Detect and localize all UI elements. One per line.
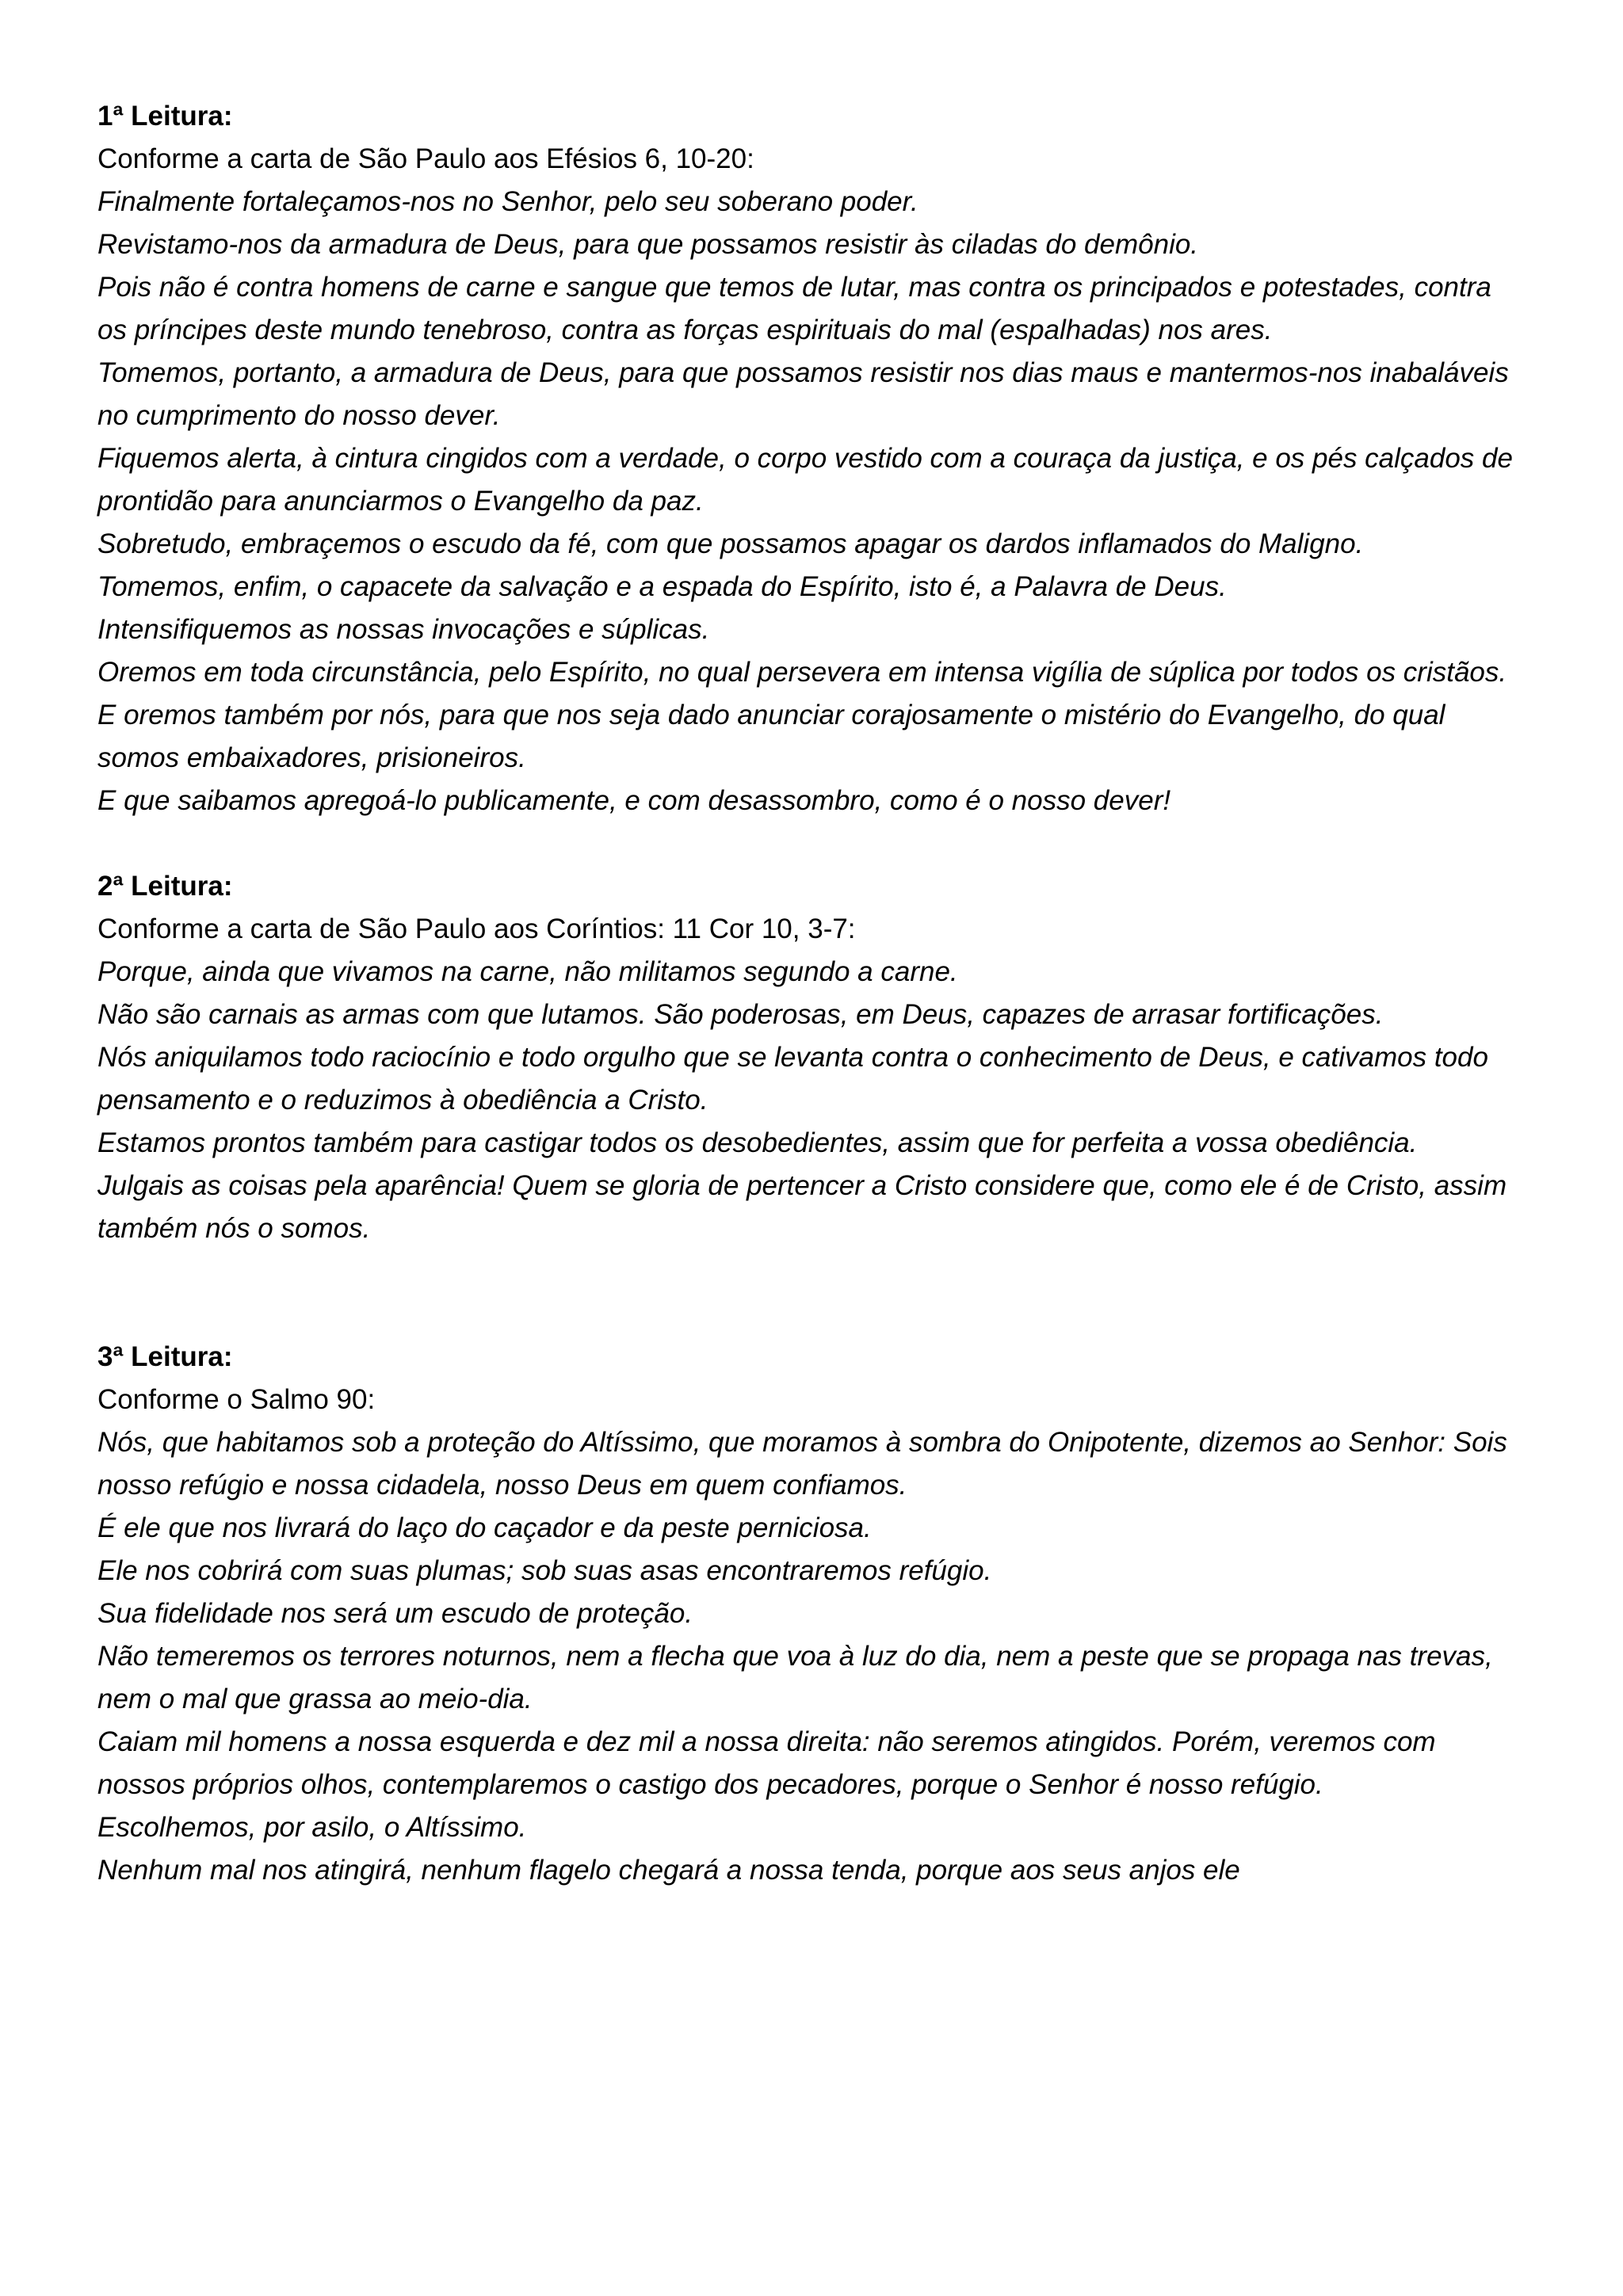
verse: Tomemos, enfim, o capacete da salvação e a espada do Espírito, isto é, a Palavra de Deus.	[97, 571, 1227, 602]
reading-source: Conforme o Salmo 90:	[97, 1384, 376, 1415]
verse: Não temeremos os terrores noturnos, nem a flecha que voa à luz do dia, nem a peste que se propaga nas trevas, nem o mal que grassa ao meio-dia.	[97, 1641, 1493, 1714]
verse: Ele nos cobrirá com suas plumas; sob suas asas encontraremos refúgio.	[97, 1555, 992, 1586]
verse: Nenhum mal nos atingirá, nenhum flagelo chegará a nossa tenda, porque aos seus anjos ele	[97, 1855, 1240, 1886]
verse: Fiquemos alerta, à cintura cingidos com a verdade, o corpo vestido com a couraça da justiça, e os pés calçados de prontidão para anunciarmos o Evangelho da paz.	[97, 443, 1513, 517]
reading-1	[97, 95, 1524, 822]
verse: Caiam mil homens a nossa esquerda e dez mil a nossa direita: não seremos atingidos. Porém, veremos com nossos próprios olhos, contemplaremos o castigo dos pecadores, porque o Senhor é nosso refúgio.	[97, 1726, 1436, 1800]
verse: Estamos prontos também para castigar todos os desobedientes, assim que for perfeita a vossa obediência.	[97, 1127, 1418, 1158]
verse: Oremos em toda circunstância, pelo Espírito, no qual persevera em intensa vigília de súplica por todos os cristãos.	[97, 657, 1507, 688]
reading-heading: 1ª Leitura:	[97, 101, 233, 132]
verse: Porque, ainda que vivamos na carne, não militamos segundo a carne.	[97, 956, 958, 987]
verse: E que saibamos apregoá-lo publicamente, e com desassombro, como é o nosso dever!	[97, 785, 1171, 816]
reading-source: Conforme a carta de São Paulo aos Coríntios: 11 Cor 10, 3-7:	[97, 913, 856, 944]
verse: Nós aniquilamos todo raciocínio e todo orgulho que se levanta contra o conhecimento de Deus, e cativamos todo pensamento e o reduzimos à obediência a Cristo.	[97, 1042, 1488, 1116]
verse: E oremos também por nós, para que nos seja dado anunciar corajosamente o mistério do Evangelho, do qual somos embaixadores, prisioneiros.	[97, 700, 1445, 773]
reading-source: Conforme a carta de São Paulo aos Efésios 6, 10-20:	[97, 143, 754, 174]
reading-3	[97, 1336, 1524, 1892]
reading-heading: 2ª Leitura:	[97, 871, 233, 902]
verse: Julgais as coisas pela aparência! Quem se gloria de pertencer a Cristo considere que, como ele é de Cristo, assim também nós o somos.	[97, 1170, 1507, 1244]
verse: Revistamo-nos da armadura de Deus, para que possamos resistir às ciladas do demônio.	[97, 229, 1199, 260]
verse: Intensifiquemos as nossas invocações e súplicas.	[97, 614, 710, 645]
verse: Sobretudo, embraçemos o escudo da fé, com que possamos apagar os dardos inflamados do Maligno.	[97, 528, 1364, 559]
verse: Nós, que habitamos sob a proteção do Altíssimo, que moramos à sombra do Onipotente, dizemos ao Senhor: Sois nosso refúgio e nossa cidadela, nosso Deus em quem confiamos.	[97, 1427, 1507, 1501]
document-page	[97, 95, 1524, 1892]
verse: Finalmente fortaleçamos-nos no Senhor, pelo seu soberano poder.	[97, 186, 918, 217]
verse: É ele que nos livrará do laço do caçador e da peste perniciosa.	[97, 1512, 872, 1543]
verse: Sua fidelidade nos será um escudo de proteção.	[97, 1598, 693, 1629]
verse: Não são carnais as armas com que lutamos. São poderosas, em Deus, capazes de arrasar fortificações.	[97, 999, 1384, 1030]
reading-2	[97, 865, 1524, 1250]
verse: Pois não é contra homens de carne e sangue que temos de lutar, mas contra os principados e potestades, contra os príncipes deste mundo tenebroso, contra as forças espirituais do mal (espalhadas) nos ares.	[97, 272, 1491, 345]
verse: Tomemos, portanto, a armadura de Deus, para que possamos resistir nos dias maus e mantermos-nos inabaláveis no cumprimento do nosso dever.	[97, 357, 1509, 431]
reading-heading: 3ª Leitura:	[97, 1341, 233, 1372]
verse: Escolhemos, por asilo, o Altíssimo.	[97, 1812, 527, 1843]
